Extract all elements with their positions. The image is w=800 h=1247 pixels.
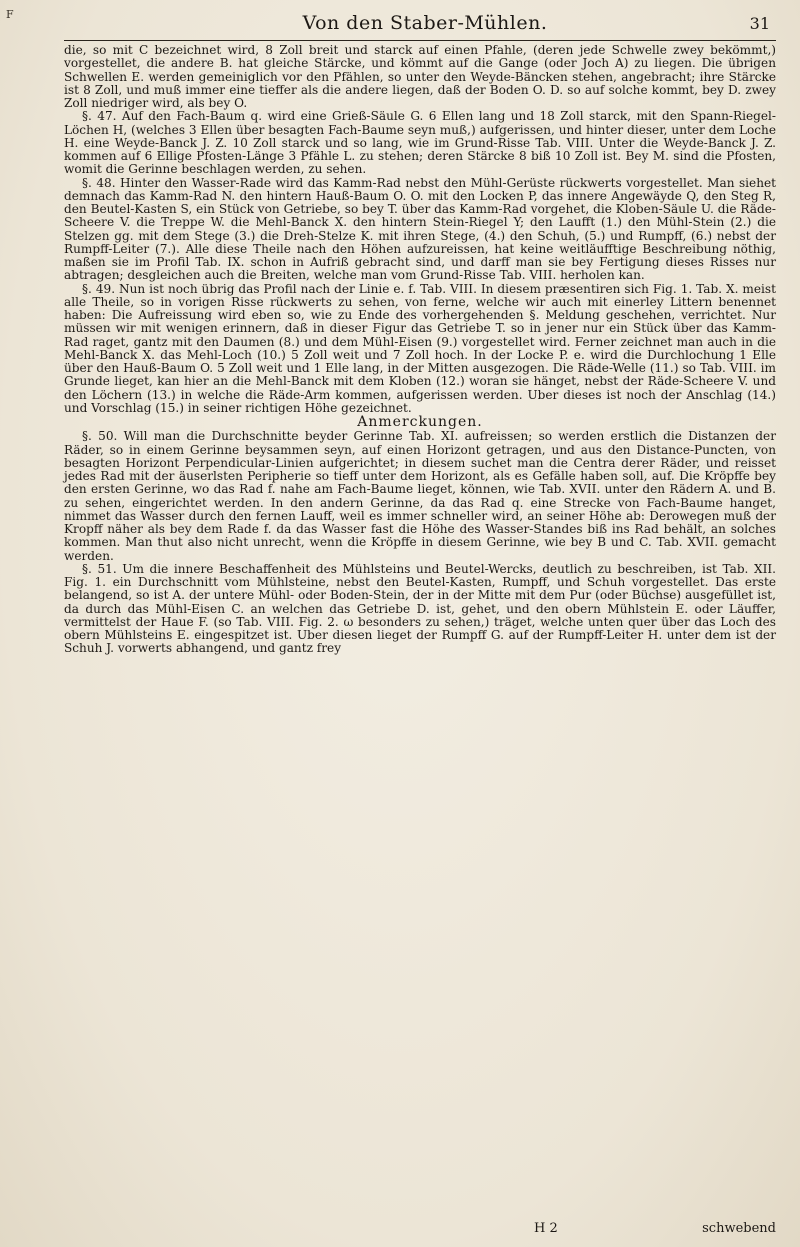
paragraph-section-48: §. 48. Hinter den Wasser-Rade wird das Kamm-Rad nebst den Mühl-Gerüste rückwerts vorgestellet. Man siehet demnach das Kamm-Rad N. den hintern Hauß-Baum O. O. mit den Locken P, das innere Angewäyde Q, den Steg R, den Beutel-Kasten S, ein Stück von Getriebe, so bey T. über das Kamm-Rad vorgehet, die Kloben-Säule U. die Räde-Scheere V. die Treppe W. die Mehl-Banck X. den hintern Stein-Riegel Y; den Laufft (1.) den Mühl-Stein (2.) die Stelzen gg. mit dem Stege (3.) die Dreh-Stelze K. mit ihren Stege, (4.) den Schuh, (5.) und Rumpff, (6.) nebst der Rumpff-Leiter (7.). Alle diese Theile nach den Höhen aufzureissen, hat keine weitläufftige Beschreibung nöthig, maßen sie im Profil Tab. IX. schon in Aufriß gebracht sind, und darff man sie bey Fertigung dieses Risses nur abtragen; desgleichen auch die Breiten, welche man vom Grund-Risse Tab. VIII. herholen kan. <box>64 175 776 283</box>
paragraph-section-50: §. 50. Will man die Durchschnitte beyder Gerinne Tab. XI. aufreissen; so werden erstlich die Distanzen der Räder, so in einem Gerinne beysammen seyn, auf einen Horizont getragen, und aus den Distance-Puncten, von besagten Horizont Perpendicular-Linien aufgerichtet; in diesem suchet man die Centra derer Räder, und reisset jedes Rad mit der äuserlsten Peripherie so tieff unter dem Horizont, als es Gefälle haben soll, auf. Die Kröpffe bey den ersten Gerinne, wo das Rad f. nahe am Fach-Baume lieget, können, wie Tab. XVII. unter den Rädern A. und B. zu sehen, eingerichtet werden. In den andern Gerinne, da das Rad q. eine Strecke von Fach-Baume hanget, nimmet das Wasser durch den fernen Lauff, weil es immer schneller wird, an seiner Höhe ab: Derowegen muß der Kropff näher als bey dem Rade f. da das Wasser fast die Höhe des Wasser-Standes biß ins Rad behält, an solches kommen. Man thut also nicht unrecht, wenn die Kröpffe in diesem Gerinne, wie bey B und C. Tab. XVII. gemacht werden. <box>64 429 776 563</box>
paragraph-continued: die, so mit C bezeichnet wird, 8 Zoll breit und starck auf einen Pfahle, (deren jede Schwelle zwey bekömmt,) vorgestellet, die andere B. hat gleiche Stärcke, und kömmt auf die Gange (oder Joch A) zu liegen. Die übrigen Schwellen E. werden gemeiniglich vor den Pfählen, so unter den Weyde-Bäncken stehen, angebracht; ihre Stärcke ist 8 Zoll, und muß immer eine tieffer als die andere liegen, daß der Boden O. D. so auf solche kommt, bey D. zwey Zoll niedriger wird, als bey O. <box>64 43 776 110</box>
corner-mark: F <box>6 8 14 21</box>
catchword: schwebend <box>702 1221 776 1236</box>
paragraph-section-47: §. 47. Auf den Fach-Baum q. wird eine Grieß-Säule G. 6 Ellen lang und 18 Zoll starck, mit den Spann-Riegel-Löchen H, (welches 3 Ellen über besagten Fach-Baume seyn muß,) aufgerissen, und hinter dieser, unter dem Loche H. eine Weyde-Banck J. Z. 10 Zoll starck und so lang, wie im Grund-Risse Tab. VIII. Unter die Weyde-Banck J. Z. kommen auf 6 Ellige Pfosten-Länge 3 Pfähle L. zu stehen; deren Stärcke 8 biß 10 Zoll ist. Bey M. sind die Pfosten, womit die Gerinne beschlagen werden, zu sehen. <box>64 109 776 177</box>
signature-mark: H 2 <box>534 1221 558 1236</box>
paragraph-section-51: §. 51. Um die innere Beschaffenheit des Mühlsteins und Beutel-Wercks, deutlich zu beschreiben, ist Tab. XII. Fig. 1. ein Durchschnitt vom Mühlsteine, nebst den Beutel-Kasten, Rumpff, und Schuh vorgestellet. Das erste belangend, so ist A. der untere Mühl- oder Boden-Stein, der in der Mitte mit dem Pur (oder Büchse) ausgefüllet ist, da durch das Mühl-Eisen C. an welchen das Getriebe D. ist, gehet, und den obern Mühlstein E. oder Läuffer, vermittelst der Haue F. (so Tab. VIII. Fig. 2. ω besonders zu sehen,) träget, welche unten quer über das Loch des obern Mühlsteins E. eingespitzet ist. Uber diesen lieget der Rumpff G. auf der Rumpff-Leiter H. unter dem ist der Schuh J. vorwerts abhangend, und gantz frey <box>64 561 776 656</box>
header-rule <box>64 40 776 41</box>
running-title: Von den Staber-Mühlen. <box>302 12 548 34</box>
section-heading: Anmerckungen. <box>357 414 483 430</box>
page-number: 31 <box>749 14 770 33</box>
body-text <box>64 44 776 656</box>
paragraph-section-49: §. 49. Nun ist noch übrig das Profil nach der Linie e. f. Tab. VIII. In diesem præsentiren sich Fig. 1. Tab. X. meist alle Theile, so in vorigen Risse rückwerts zu sehen, von ferne, welche wir auch mit einerley Littern benennet haben: Die Aufreissung wird eben so, wie zu Ende des vorhergehenden §. Meldung geschehen, verrichtet. Nur müssen wir mit wenigen erinnern, daß in dieser Figur das Getriebe T. so in jener nur ein Stück über das Kamm-Rad raget, gantz mit den Daumen (8.) und dem Mühl-Eisen (9.) vorgestellet wird. Ferner zeichnet man auch in die Mehl-Banck X. das Mehl-Loch (10.) 5 Zoll weit und 7 Zoll hoch. In der Locke P. e. wird die Durchlochung 1 Elle über den Hauß-Baum O. 5 Zoll weit und 1 Elle lang, in der Mitten ausgezogen. Die Räde-Welle (11.) so Tab. VIII. im Grunde lieget, kan hier an die Mehl-Banck mit dem Kloben (12.) woran sie hänget, nebst der Räde-Scheere V. und den Löchern (13.) in welche die Räde-Arm kommen, aufgerissen werden. Uber dieses ist noch der Anschlag (14.) und Vorschlag (15.) in seiner richtigen Höhe gezeichnet. <box>64 281 776 415</box>
page-header <box>80 8 770 36</box>
page-footer <box>64 1221 776 1241</box>
